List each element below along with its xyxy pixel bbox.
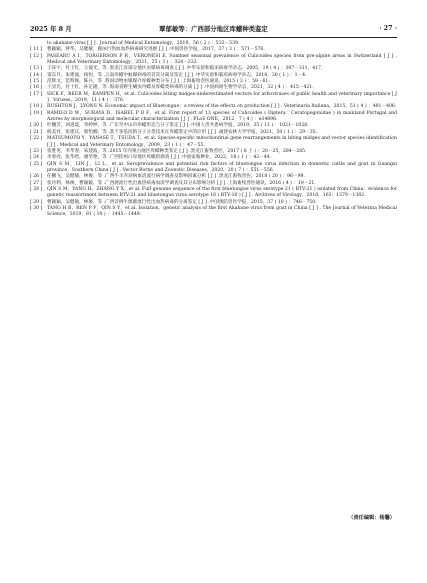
header-rule [30, 37, 397, 38]
reference-text: to akabane virus [ J ] . Journal of Medical Entomology，2019，56 ( 2 ) ：533－539. [47, 41, 240, 46]
reference-item [30, 206, 397, 219]
reference-text: 窦东升，朱建波，杨恒，等 .云南库蠓中蚊媒病毒的首次分离及鉴定 [ J ] .中华实验和临床病毒学杂志，2016，30 ( 1 ) ：1－4. [47, 72, 307, 78]
reference-text: 李春亮，张华智，谢华艳，等 .广西钦州口岸地区库蠓的调查 [ J ] .中国家畜种业，2022，18 ( 1 ) ：42－44. [47, 155, 272, 161]
reference-text: 张胜男，李华春，朱建波，等 .2015 年内蒙古地区库蠓种类鉴定 [ J ] .黑龙江畜牧兽医，2017 ( 8 上 ) ：20－25，284－285. [47, 148, 307, 154]
reference-item [30, 54, 397, 67]
issue-date: 2025 年 8 月 [30, 25, 72, 33]
running-title: 覃郁敏等：广西部分地区库蠓种类鉴定 [159, 25, 268, 33]
reference-text: 范辉文，范辉俊，陈兵，等 .我国动物虫媒媒介库蠓种类分布 [ J ] .上海畜牧兽医通讯，2015 ( 3 ) ：58－61. [47, 79, 270, 85]
reference-number: [ 19 ] [30, 110, 43, 116]
reference-number: [ 18 ] [30, 104, 43, 110]
reference-list [30, 41, 397, 219]
reference-number: [ 30 ] [30, 205, 43, 211]
reference-number: [ 20 ] [30, 123, 43, 129]
reference-text: MATSUMOTO Y，YANASE T，TSUDA T，et al. Species-specific mitochondrial gene rearrangements in biting midges and vector species identification [ J ] . Medical and Veterinary Entomology，2009，23 ( 1 ) ：47－55. [47, 136, 397, 148]
editor-note: （责任编辑：杨馨） [348, 515, 395, 521]
reference-number: [ 25 ] [30, 161, 43, 167]
reference-item [30, 162, 397, 175]
reference-item [30, 111, 397, 124]
reference-item [30, 136, 397, 149]
reference-number: [ 29 ] [30, 199, 43, 205]
reference-item [30, 187, 397, 200]
running-header [30, 24, 397, 36]
reference-number: [ 28 ] [30, 186, 43, 192]
reference-number: [ 27 ] [30, 180, 43, 186]
reference-text: PASEARU A I，TORGERSON P R，VERONESI E. Summer seasonal prevalence of Culicoides species from pre-alpine areas in Switzerland [ J ] . Medical and Veterinary Entomology，2021，35 ( 3 ) ：324－332. [47, 53, 397, 66]
reference-text: QIN S M，LIN J，LI L，et al. Seroprevalence and potential risk factors of bluetongue virus infection in domestic cattle and goat in Guangxi province，Southern China [ J ] . Vector Borne and Zoonotic Diseases，2020，20 ( 7 ) ：551－556. [47, 161, 397, 173]
page-number: · 27 · [379, 24, 397, 32]
reference-text: 曹颖颖，钟华，吴健敏，鹿泳行伪血血热病毒研究进展 [ J ] .中国兽医学报，2017，37 ( 3 ) ：571－576. [47, 47, 265, 53]
reference-text: RUSHTON J，LYONS N. Economic impact of Bluetongue：a review of the effects on production [ J ] . Veterinaria Italiana，2015，51 ( 4 ) ：401－406. [47, 104, 397, 110]
reference-item [30, 92, 397, 105]
reference-number: [ 17 ] [30, 91, 43, 97]
reference-text: TANG H B，REN P F，QIN S Y，et al. Isolation，genetic analysis of the first Akabane virus from goat in China [ J ] . The Journal of Veterina Medical Science，2019，81 ( 10 ) ：1445－1449. [47, 205, 397, 218]
reference-text: SICK F，BEER M，KAMPEN H，et al. Culicoides biting midges-underestimated vectors for arboviruses of public health and veterinary importance [ J ] . Viruses，2019，11 ( 4 ) ：376. [47, 91, 397, 104]
reference-text: RAMILO D W，SURAYA D，ISABEL P D F，et al. First report of 13 species of Culicoides ( Diptera：Ceratopogonidae ) in mainland Portugal and Azores by morphological and molecular characterization [ J ] . PLoS ONE，2012，7 ( 4 ) ：e34896. [47, 110, 397, 123]
reference-number: [ 13 ] [30, 66, 43, 72]
reference-number: [ 14 ] [30, 72, 43, 78]
reference-number: [ 24 ] [30, 155, 43, 161]
reference-number: [ 16 ] [30, 85, 43, 91]
reference-text: QIN S M，YANG H，ZHANG Y X，et al. Full genome sequence of the first bluetongue virus serotype 21 ( BTV-21 ) isolated from China：evidence for genetic reassortment between BTV-21 and bluetongue virus serotype 16 ( BTV-16 ) [ J ] . Archives of Virology，2018，163：1379－1382. [47, 186, 397, 199]
reference-number: [ 11 ] [30, 47, 43, 53]
reference-number: [ 15 ] [30, 79, 43, 85]
reference-number: [ 12 ] [30, 53, 43, 59]
reference-number: [ 22 ] [30, 136, 43, 142]
reference-text: 王环宇，付士红，王彼光，等 .黑龙江省部分地区虫媒病毒调查 [ J ] .中华实验和临床病毒学杂志，2005，19 ( 4 ) ：307－311，417. [47, 66, 323, 72]
reference-text: 张玲利，林俊，曹颖颖，等 .广西鹿流行性出血热病毒血清学调查及其分布影响分析 [ J ] .上海畜牧兽医通讯，2016 ( 4 ) ：19－21. [47, 180, 316, 186]
reference-text: 杨美祥，张建庆，蔡怡卿，等 .基于多基因的分子分类技术在库蠓鉴定中的应用 [ J ] .福建农林大学学报，2021，50 ( 1 ) ：29－35. [47, 129, 317, 135]
reference-text: 王显光，付士红，孙定隆，等 .海南省野生螨虫内蠓及库蠓类病毒的分离 [ J ] .中国病原生物学杂志，2021，32 ( 4 ) ：415－421. [47, 85, 314, 91]
reference-number: [ 26 ] [30, 174, 43, 180]
reference-text: 叶穗芳，刘逍夏，李婷婷，等 .广东至中山市库蠓形态与分子鉴定 [ J ] .中国人兽共患病学报，2019，35 ( 11 ) ：1021－1028. [47, 123, 309, 129]
reference-number: [ 23 ] [30, 148, 43, 154]
reference-number: [ 21 ] [30, 129, 43, 135]
reference-text: 任鹏飞，吴健敏，林俊，等 .广西牛羊赤羽病血清流行病学调查及影响因素分析 [ J ] .黑龙江畜牧兽医，2018 ( 20 ) ：96－99. [47, 174, 305, 180]
reference-text: 曹颖颖，吴健敏，林俊，等 .广西首例牛源鹿流行性出血热病毒的分离鉴定 [ J ] .中国预防兽医学报，2015，37 ( 10 ) ：746－750. [47, 199, 317, 205]
